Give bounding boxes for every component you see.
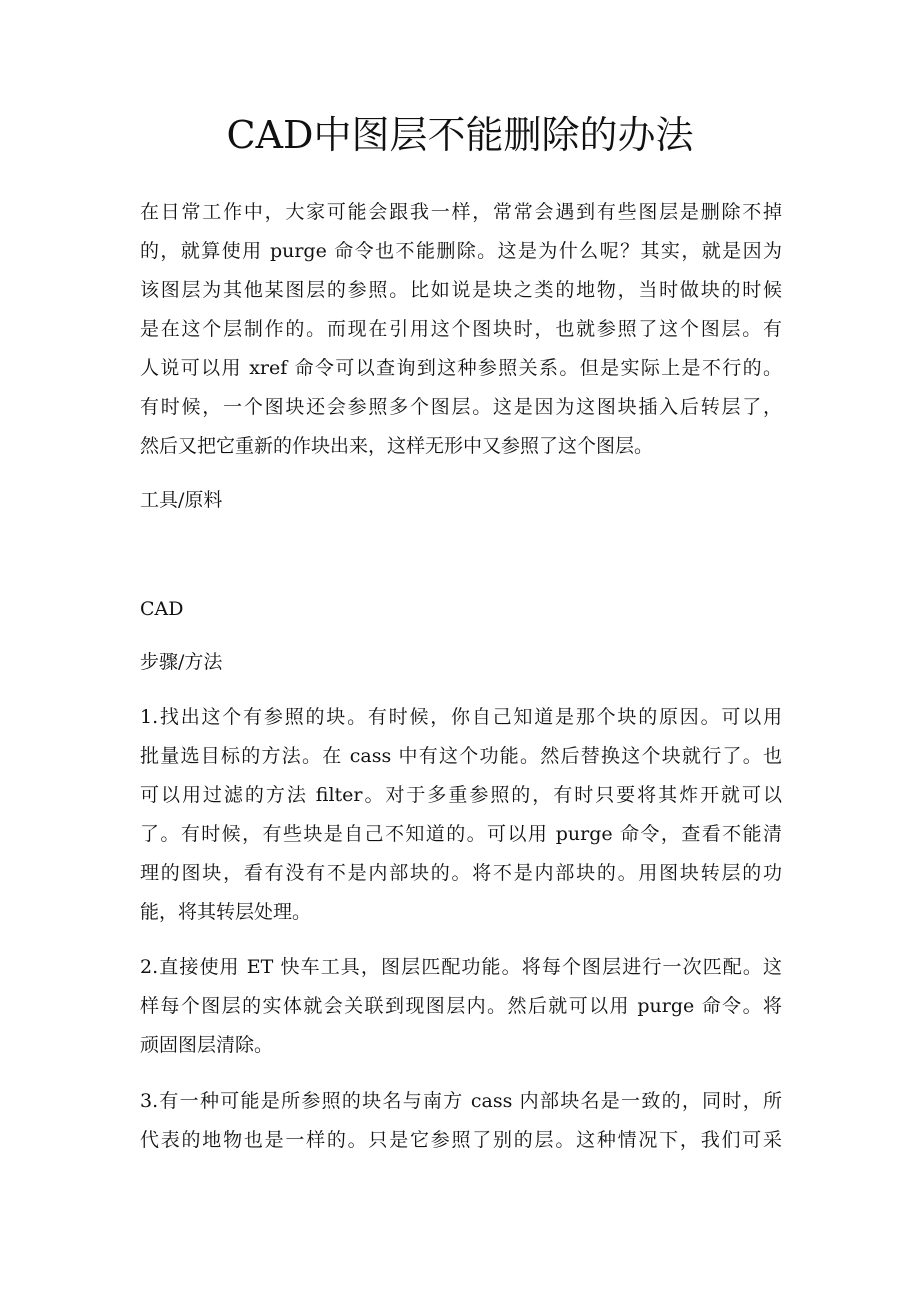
text-line: 了。有时候，有些块是自己不知道的。可以用 purge 命令，查看不能清 [140, 823, 782, 845]
text-line: 是在这个层制作的。而现在引用这个图块时，也就参照了这个图层。有 [140, 318, 782, 340]
text-line: 顽固图层清除。 [140, 1034, 274, 1056]
steps-heading: 步骤/方法 [140, 651, 223, 673]
text-line: 3.有一种可能是所参照的块名与南方 cass 内部块名是一致的，同时，所 [140, 1090, 782, 1112]
text-line: 2.直接使用 ET 快车工具，图层匹配功能。将每个图层进行一次匹配。这 [140, 956, 782, 978]
text-line: 的，就算使用 purge 命令也不能删除。这是为什么呢？其实，就是因为 [140, 240, 782, 262]
text-line: 该图层为其他某图层的参照。比如说是块之类的地物，当时做块的时候 [140, 279, 782, 301]
tools-item: CAD [140, 598, 184, 620]
intro-paragraph [140, 193, 782, 466]
document-title: CAD中图层不能删除的办法 [226, 113, 694, 157]
text-line: 有时候，一个图块还会参照多个图层。这是因为这图块插入后转层了， [140, 396, 782, 418]
text-line: 批量选目标的方法。在 cass 中有这个功能。然后替换这个块就行了。也 [140, 745, 782, 767]
text-line: 理的图块，看有没有不是内部块的。将不是内部块的。用图块转层的功 [140, 862, 782, 884]
step-2-paragraph [140, 948, 782, 1065]
text-line: 在日常工作中，大家可能会跟我一样，常常会遇到有些图层是删除不掉 [140, 201, 782, 223]
text-line: 代表的地物也是一样的。只是它参照了别的层。这种情况下，我们可采 [140, 1129, 782, 1151]
text-line: 可以用过滤的方法 filter。对于多重参照的，有时只要将其炸开就可以 [140, 784, 782, 806]
step-1-paragraph [140, 698, 782, 932]
text-line: 人说可以用 xref 命令可以查询到这种参照关系。但是实际上是不行的。 [140, 357, 782, 379]
text-line: 样每个图层的实体就会关联到现图层内。然后就可以用 purge 命令。将 [140, 995, 782, 1017]
text-line: 1.找出这个有参照的块。有时候，你自己知道是那个块的原因。可以用 [140, 706, 782, 728]
tools-heading: 工具/原料 [140, 489, 223, 511]
text-line: 能，将其转层处理。 [140, 901, 312, 923]
step-3-paragraph [140, 1082, 782, 1160]
text-line: 然后又把它重新的作块出来，这样无形中又参照了这个图层。 [140, 435, 654, 457]
